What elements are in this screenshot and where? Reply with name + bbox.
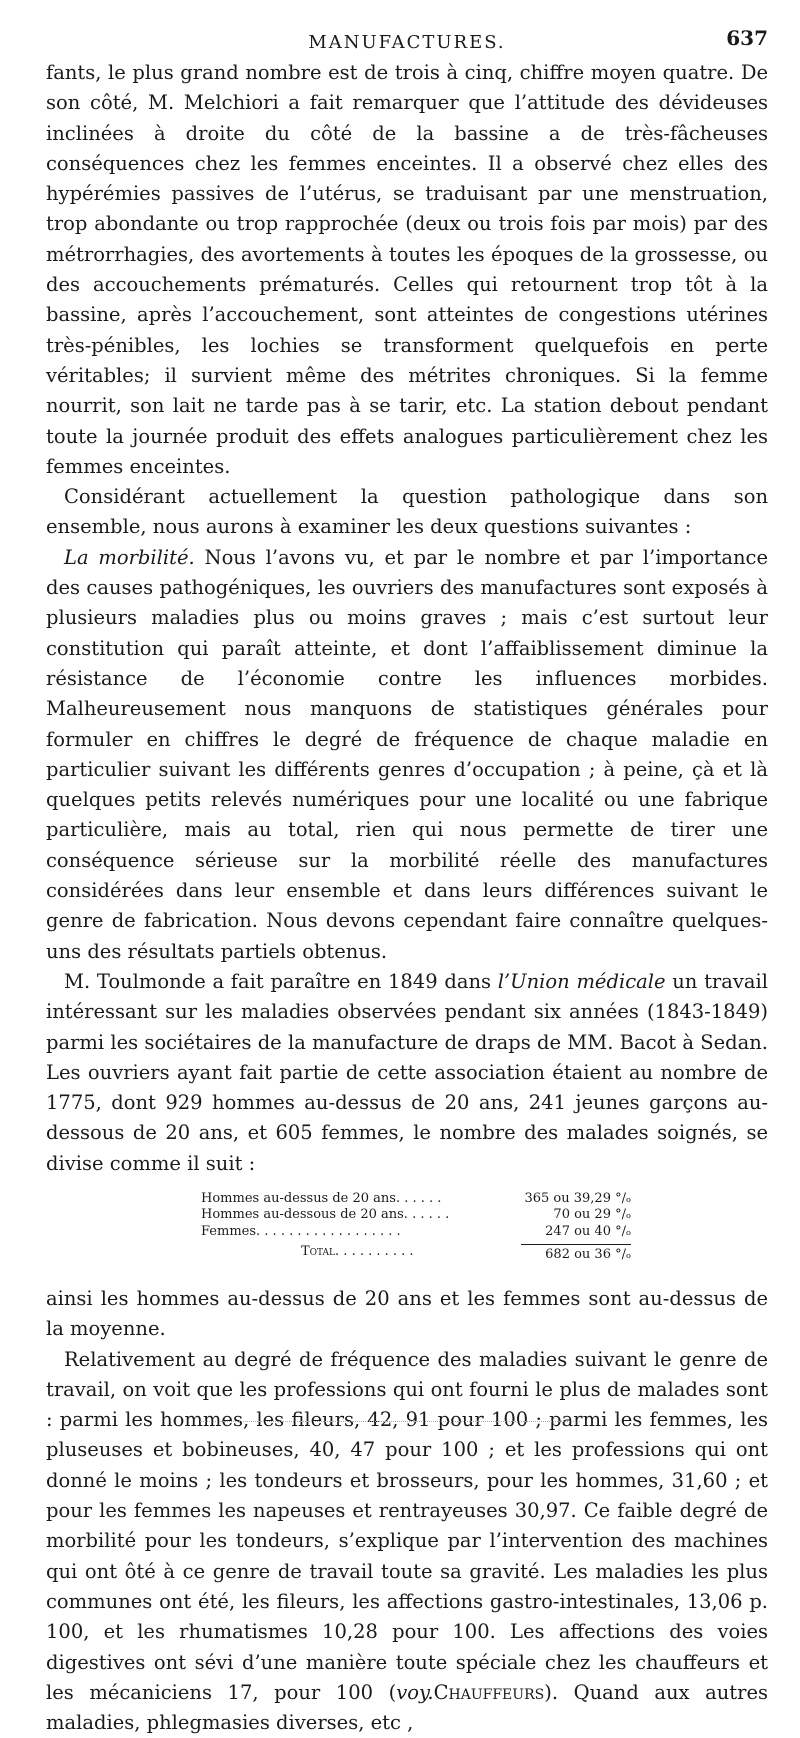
italic-term: La morbilité. <box>64 545 195 569</box>
stats-total-row <box>201 1244 631 1264</box>
body-text <box>46 58 768 1738</box>
stats-value: 247 ou 40 °/ₒ <box>545 1223 631 1239</box>
cross-reference-term: Chauffeurs <box>433 1680 545 1704</box>
paragraph-6 <box>46 1345 768 1738</box>
journal-title: l’Union médicale <box>497 969 666 993</box>
stats-label: Hommes au-dessus de 20 ans. . . . . . <box>201 1190 442 1206</box>
stats-value: 70 ou 29 °/ₒ <box>553 1207 631 1223</box>
running-title: MANUFACTURES. <box>308 32 506 53</box>
stats-row <box>201 1191 631 1208</box>
paragraph-4 <box>46 967 768 1179</box>
statistics-table <box>201 1191 631 1264</box>
paragraph-6-text-b: ). Quand aux autres maladies, phlegmasies diverses, etc , <box>46 1680 769 1735</box>
paragraph-5: ainsi les hommes au-dessus de 20 ans et les femmes sont au-dessus de la moyenne. <box>46 1286 768 1341</box>
footer-rule <box>200 1421 580 1422</box>
paragraph-3-text: Nous l’avons vu, et par le nombre et par l’importance des causes pathogéniques, les ouvriers des manufactures sont exposés à plusieurs maladies plus ou moins graves ; mais c’est surtout leur constitution qui paraît atteinte, et dont l’affaiblissement diminue la résistance de l’économie contre les influences morbides. Malheureusement nous manquons de statistiques générales pour formuler en chiffres le degré de fréquence de chaque maladie en particulier suivant les différents genres d’occupation ; à peine, çà et là quelques petits relevés numériques pour une localité ou une fabrique particulière, mais au total, rien qui nous permette de tirer une conséquence sérieuse sur la morbilité réelle des manufactures considérées dans leur ensemble et dans leurs différences suivant le genre de fabrication. Nous devons cependant faire connaître quelques-uns des résultats partiels obtenus. <box>46 545 768 963</box>
paragraph-1: fants, le plus grand nombre est de trois à cinq, chiffre moyen quatre. De son côté, M. Melchiori a fait remarquer que l’attitude des dévideuses inclinées à droite du côté de la bassine a de très-fâcheuses conséquences chez les femmes enceintes. Il a observé chez elles des hypérémies passives de l’utérus, se traduisant par une menstruation, trop abondante ou trop rapprochée (deux ou trois fois par mois) par des métrorrhagies, des avortements à toutes les époques de la grossesse, ou des accouchements prématurés. Celles qui retournent trop tôt à la bassine, après l’accouchement, sont atteintes de congestions utérines très-pénibles, les lochies se transforment quelquefois en perte véritables; il survient même des métrites chroniques. Si la femme nourrit, son lait ne tarde pas à se tarir, etc. La station debout pendant toute la journée produit des effets analogues particulièrement chez les femmes enceintes. <box>46 61 768 478</box>
stats-value: 365 ou 39,29 °/ₒ <box>524 1190 631 1206</box>
cross-reference-voy: voy. <box>396 1680 434 1704</box>
stats-total-value: 682 ou 36 °/ₒ <box>521 1244 631 1264</box>
paragraph-6-text-a: Relativement au degré de fréquence des maladies suivant le genre de travail, on voit que les professions qui ont fourni le plus de malades sont : parmi les hommes, les fileurs, 42, 91 pour 100 ; parmi les femmes, les pluseuses et bobineuses, 40, 47 pour 100 ; et les professions qui ont donné le moins ; les tondeurs et brosseurs, pour les hommes, 31,60 ; et pour les femmes les napeuses et rentrayeuses 30,97. Ce faible degré de morbilité pour les tondeurs, s’explique par l’intervention des machines qui ont ôté à ce genre de travail toute sa gravité. Les maladies les plus communes ont été, les fileurs, les affections gastro-intestinales, 13,06 p. 100, et les rhumatismes 10,28 pour 100. Les affections des voies digestives ont sévi d’une manière toute spéciale chez les chauffeurs et les mécaniciens 17, pour 100 ( <box>46 1347 768 1704</box>
stats-row <box>201 1207 631 1224</box>
stats-row <box>201 1224 631 1241</box>
stats-total-label: Total. . . . . . . . . . <box>301 1244 414 1260</box>
stats-label: Hommes au-dessous de 20 ans. . . . . . <box>201 1207 450 1223</box>
paragraph-4-text-b: un travail intéressant sur les maladies observées pendant six années (1843-1849) parmi les sociétaires de la manufacture de draps de MM. Bacot à Sedan. Les ouvriers ayant fait partie de cette association étaient au nombre de 1775, dont 929 hommes au-dessus de 20 ans, 241 jeunes garçons au-dessous de 20 ans, et 605 femmes, le nombre des malades soignés, se divise comme il suit : <box>46 969 768 1175</box>
paragraph-4-text-a: M. Toulmonde a fait paraître en 1849 dans <box>64 969 498 993</box>
page-header <box>46 22 768 58</box>
document-page <box>46 22 768 1738</box>
page-number: 637 <box>726 26 768 50</box>
stats-label: Femmes. . . . . . . . . . . . . . . . . . <box>201 1223 401 1239</box>
paragraph-2: Considérant actuellement la question pathologique dans son ensemble, nous aurons à examiner les deux questions suivantes : <box>46 485 768 539</box>
paragraph-3 <box>46 543 768 967</box>
